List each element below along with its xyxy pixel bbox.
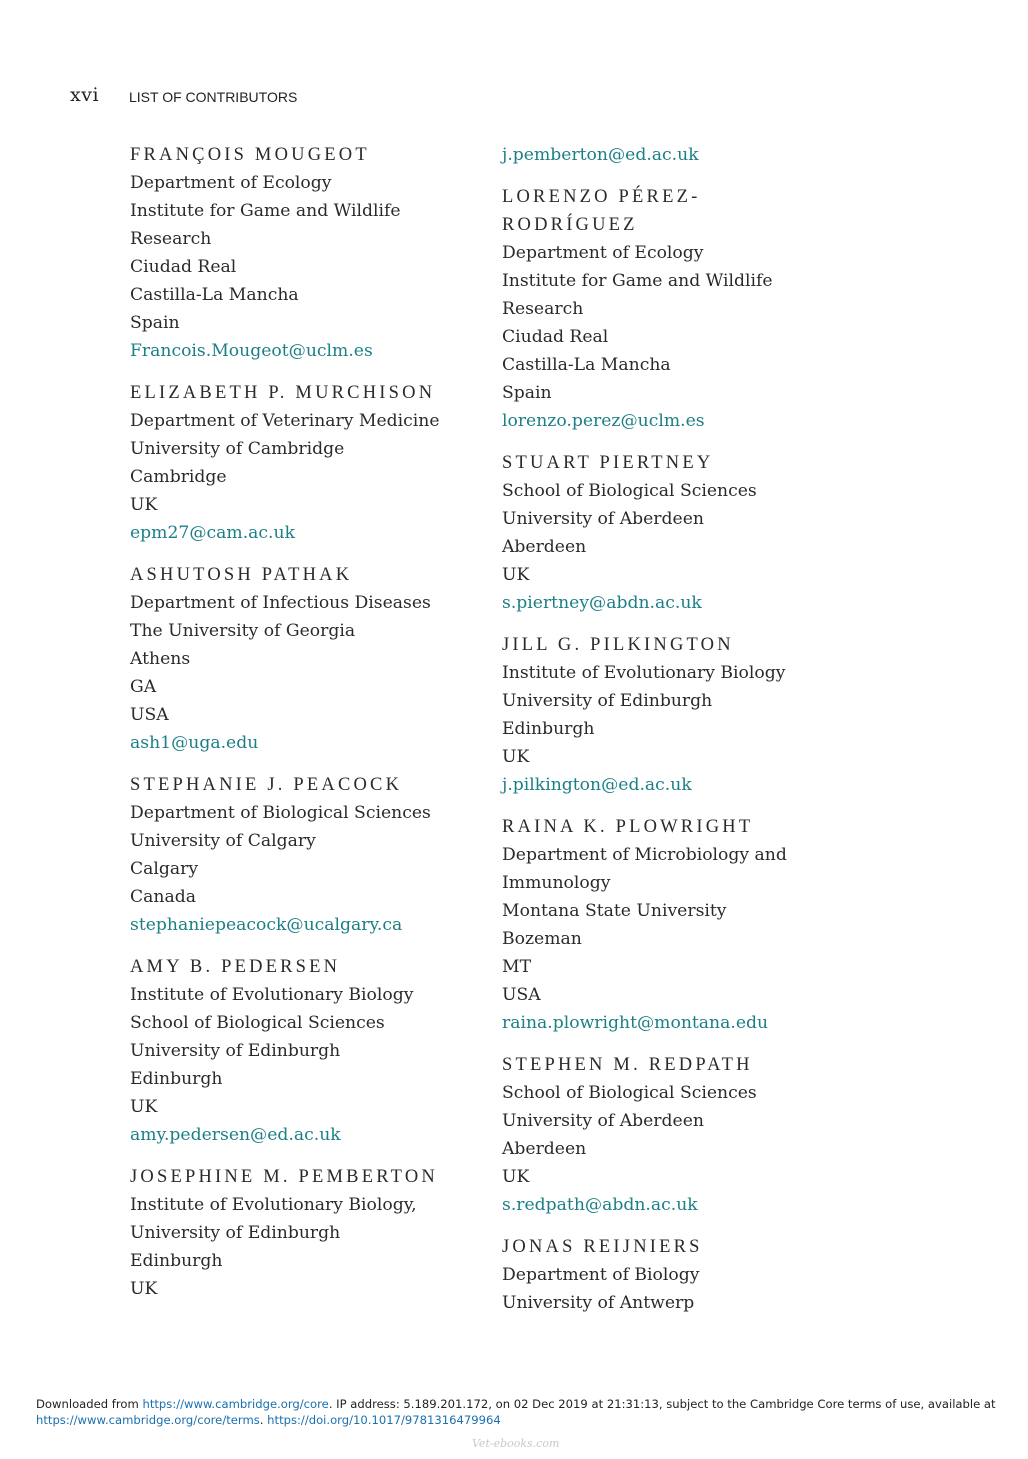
affiliation-line: GA xyxy=(130,677,157,697)
affiliation-line: Research xyxy=(502,299,584,319)
contributor-entry xyxy=(502,1051,882,1219)
contributor-entry xyxy=(130,1163,510,1303)
affiliation-line: Canada xyxy=(130,887,196,907)
affiliation-line: Montana State University xyxy=(502,901,727,921)
contributor-name: ASHUTOSH PATHAK xyxy=(130,565,353,585)
affiliation-line: Spain xyxy=(502,383,552,403)
contributor-email-link[interactable]: amy.pedersen@ed.ac.uk xyxy=(130,1125,341,1145)
affiliation-line: Ciudad Real xyxy=(502,327,609,347)
affiliation-line: Bozeman xyxy=(502,929,582,949)
contributor-name: AMY B. PEDERSEN xyxy=(130,957,341,977)
download-details: . IP address: 5.189.201.172, on 02 Dec 2019 at 21:31:13, subject to the Cambridge Core terms of use, available at xyxy=(328,1397,996,1411)
affiliation-line: University of Calgary xyxy=(130,831,316,851)
contributors-right-column xyxy=(502,141,882,1331)
contributor-email-link[interactable]: Francois.Mougeot@uclm.es xyxy=(130,341,373,361)
download-prefix: Downloaded from xyxy=(36,1397,143,1411)
contributor-entry xyxy=(502,183,882,435)
download-notice xyxy=(36,1396,1006,1428)
contributor-name: JONAS REIJNIERS xyxy=(502,1237,703,1257)
contributor-entry xyxy=(130,379,510,547)
contributor-email-link[interactable]: s.redpath@abdn.ac.uk xyxy=(502,1195,698,1215)
affiliation-line: Immunology xyxy=(502,873,611,893)
affiliation-line: School of Biological Sciences xyxy=(502,481,757,501)
affiliation-line: Edinburgh xyxy=(130,1251,223,1271)
affiliation-line: UK xyxy=(502,747,530,767)
contributor-entry xyxy=(502,631,882,799)
contributors-left-column xyxy=(130,141,510,1317)
affiliation-line: Institute of Evolutionary Biology, xyxy=(130,1195,417,1215)
contributor-name: LORENZO PÉREZ- RODRÍGUEZ xyxy=(502,187,701,235)
affiliation-line: School of Biological Sciences xyxy=(502,1083,757,1103)
affiliation-line: UK xyxy=(130,495,158,515)
affiliation-line: Edinburgh xyxy=(130,1069,223,1089)
contributor-entry xyxy=(130,561,510,757)
affiliation-line: USA xyxy=(502,985,541,1005)
contributor-name: FRANÇOIS MOUGEOT xyxy=(130,145,370,165)
affiliation-line: Castilla-La Mancha xyxy=(130,285,299,305)
affiliation-line: University of Aberdeen xyxy=(502,1111,704,1131)
affiliation-line: Department of Infectious Diseases xyxy=(130,593,431,613)
affiliation-line: University of Edinburgh xyxy=(130,1223,341,1243)
affiliation-line: University of Aberdeen xyxy=(502,509,704,529)
affiliation-line: School of Biological Sciences xyxy=(130,1013,385,1033)
affiliation-line: University of Edinburgh xyxy=(130,1041,341,1061)
affiliation-line: Institute of Evolutionary Biology xyxy=(502,663,786,683)
affiliation-line: University of Antwerp xyxy=(502,1293,695,1313)
terms-link[interactable]: https://www.cambridge.org/core/terms xyxy=(36,1413,260,1427)
affiliation-line: Ciudad Real xyxy=(130,257,237,277)
affiliation-line: Aberdeen xyxy=(502,537,587,557)
affiliation-line: University of Cambridge xyxy=(130,439,345,459)
affiliation-line: Department of Microbiology and xyxy=(502,845,787,865)
cambridge-core-link[interactable]: https://www.cambridge.org/core xyxy=(142,1397,329,1411)
affiliation-line: Department of Ecology xyxy=(130,173,332,193)
affiliation-line: Edinburgh xyxy=(502,719,595,739)
affiliation-line: Research xyxy=(130,229,212,249)
affiliation-line: University of Edinburgh xyxy=(502,691,713,711)
affiliation-line: Athens xyxy=(130,649,191,669)
contributor-entry xyxy=(130,141,510,365)
affiliation-line: Institute of Evolutionary Biology xyxy=(130,985,414,1005)
contributor-name: ELIZABETH P. MURCHISON xyxy=(130,383,436,403)
affiliation-line: MT xyxy=(502,957,532,977)
contributor-email-link[interactable]: j.pilkington@ed.ac.uk xyxy=(502,775,692,795)
section-title: LIST OF CONTRIBUTORS xyxy=(129,89,298,105)
contributor-email-link[interactable]: lorenzo.perez@uclm.es xyxy=(502,411,705,431)
contributor-entry xyxy=(502,449,882,617)
affiliation-line: Castilla-La Mancha xyxy=(502,355,671,375)
affiliation-line: Department of Ecology xyxy=(502,243,704,263)
contributor-name: STEPHANIE J. PEACOCK xyxy=(130,775,403,795)
contributor-entry xyxy=(502,813,882,1037)
contributor-email-link[interactable]: raina.plowright@montana.edu xyxy=(502,1013,769,1033)
contributor-entry xyxy=(130,953,510,1149)
affiliation-line: UK xyxy=(502,1167,530,1187)
affiliation-line: UK xyxy=(130,1279,158,1299)
page-number: xvi xyxy=(70,84,100,106)
affiliation-line: Cambridge xyxy=(130,467,227,487)
contributor-email-link[interactable]: j.pemberton@ed.ac.uk xyxy=(502,145,699,165)
contributor-name: JILL G. PILKINGTON xyxy=(502,635,734,655)
affiliation-line: Department of Biological Sciences xyxy=(130,803,431,823)
affiliation-line: Aberdeen xyxy=(502,1139,587,1159)
contributor-email-link[interactable]: ash1@uga.edu xyxy=(130,733,259,753)
affiliation-line: UK xyxy=(130,1097,158,1117)
affiliation-line: Institute for Game and Wildlife xyxy=(130,201,401,221)
watermark: Vet-ebooks.com xyxy=(472,1437,560,1450)
contributor-entry xyxy=(502,141,882,169)
footer-separator: . xyxy=(259,1413,268,1427)
contributor-email-link[interactable]: stephaniepeacock@ucalgary.ca xyxy=(130,915,403,935)
contributor-name: STUART PIERTNEY xyxy=(502,453,714,473)
affiliation-line: Spain xyxy=(130,313,180,333)
affiliation-line: Department of Veterinary Medicine xyxy=(130,411,440,431)
contributor-email-link[interactable]: epm27@cam.ac.uk xyxy=(130,523,295,543)
contributor-entry xyxy=(130,771,510,939)
contributor-name: JOSEPHINE M. PEMBERTON xyxy=(130,1167,438,1187)
contributor-name: RAINA K. PLOWRIGHT xyxy=(502,817,754,837)
contributor-entry xyxy=(502,1233,882,1317)
contributor-name: STEPHEN M. REDPATH xyxy=(502,1055,753,1075)
affiliation-line: UK xyxy=(502,565,530,585)
doi-link[interactable]: https://doi.org/10.1017/9781316479964 xyxy=(267,1413,501,1427)
affiliation-line: Department of Biology xyxy=(502,1265,700,1285)
affiliation-line: Institute for Game and Wildlife xyxy=(502,271,773,291)
affiliation-line: The University of Georgia xyxy=(130,621,356,641)
contributor-email-link[interactable]: s.piertney@abdn.ac.uk xyxy=(502,593,702,613)
affiliation-line: Calgary xyxy=(130,859,199,879)
affiliation-line: USA xyxy=(130,705,169,725)
